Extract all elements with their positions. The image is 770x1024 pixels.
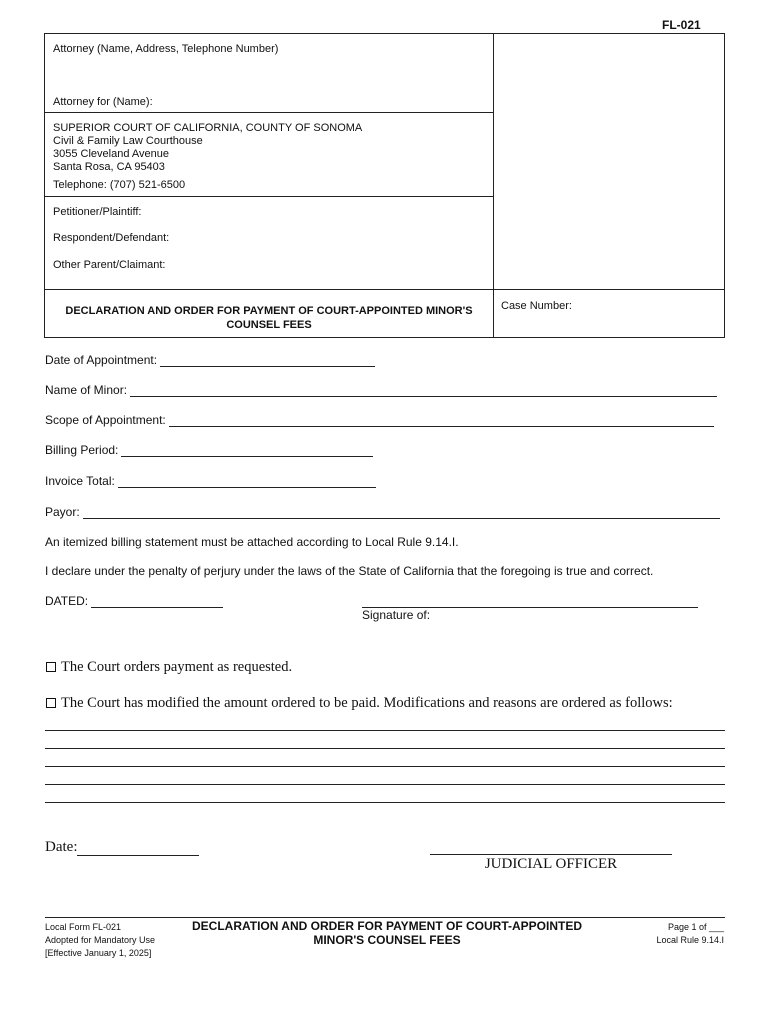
date-of-appointment-line[interactable] [160,354,375,367]
order-date-field[interactable] [45,839,199,856]
name-of-minor-field[interactable] [45,383,717,397]
footer-local-rule: Local Rule 9.14.I [656,935,724,945]
scope-of-appointment-label: Scope of Appointment: [45,413,166,427]
footer-title-line1: DECLARATION AND ORDER FOR PAYMENT OF COURT-APPOINTED [191,919,582,933]
order-date-label: Date: [45,839,78,855]
dated-line[interactable] [91,595,223,608]
court-street: 3055 Cleveland Avenue [53,148,170,160]
form-number: FL-021 [662,18,701,32]
petitioner-label: Petitioner/Plaintiff: [53,206,142,218]
date-of-appointment-label: Date of Appointment: [45,353,158,367]
order-option-1-checkbox[interactable] [46,662,56,672]
order-option-2[interactable] [46,695,673,712]
judicial-signature-line[interactable] [430,854,672,855]
judicial-officer-label: JUDICIAL OFFICER [484,856,618,872]
case-number-label: Case Number: [501,300,572,312]
order-option-1-label: The Court orders payment as requested. [61,659,293,675]
modification-line[interactable] [45,766,725,767]
footer-effective-date: [Effective January 1, 2025] [45,948,152,958]
order-option-2-checkbox[interactable] [46,698,56,708]
name-of-minor-label: Name of Minor: [45,383,128,397]
scope-of-appointment-line[interactable] [169,414,714,427]
modification-line[interactable] [45,784,725,785]
payor-line[interactable] [83,506,720,519]
footer-mandatory: Adopted for Mandatory Use [45,935,156,945]
invoice-total-field[interactable] [45,474,376,488]
date-of-appointment-field[interactable] [45,353,375,367]
court-name: SUPERIOR COURT OF CALIFORNIA, COUNTY OF SONOMA [53,122,363,134]
footer-title-line2: MINOR'S COUNSEL FEES [313,933,461,947]
modification-line[interactable] [45,802,725,803]
footer-title [150,919,624,947]
footer-page-number: Page 1 of ___ [667,922,724,932]
order-option-2-label: The Court has modified the amount ordered to be paid. Modifications and reasons are ordered as follows: [61,695,673,711]
billing-period-line[interactable] [121,444,373,457]
caption-title-line2: COUNSEL FEES [226,319,312,331]
court-building: Civil & Family Law Courthouse [53,135,203,147]
divider [45,112,493,113]
footer-form-id [45,921,155,960]
invoice-total-line[interactable] [118,475,376,488]
court-use-box [493,33,725,338]
attorney-label: Attorney (Name, Address, Telephone Number) [53,43,279,55]
order-option-1[interactable] [46,659,292,676]
court-telephone: Telephone: (707) 521-6500 [53,179,186,191]
scope-of-appointment-field[interactable] [45,413,714,427]
caption-box [44,33,494,338]
footer-divider [45,917,725,918]
billing-period-field[interactable] [45,443,373,457]
dated-label: DATED: [45,594,89,608]
other-parent-label: Other Parent/Claimant: [53,259,166,271]
caption-title-line1: DECLARATION AND ORDER FOR PAYMENT OF COURT-APPOINTED MINOR'S [65,305,473,317]
footer-page-info [600,921,724,947]
divider [494,289,724,290]
name-of-minor-line[interactable] [130,384,717,397]
invoice-total-label: Invoice Total: [45,474,115,488]
billing-period-label: Billing Period: [45,443,119,457]
signature-of-label: Signature of: [362,608,431,622]
perjury-declaration: I declare under the penalty of perjury under the laws of the State of California that the foregoing is true and correct. [45,564,654,578]
payor-label: Payor: [45,505,80,519]
order-date-line[interactable] [77,841,199,856]
attorney-for-label: Attorney for (Name): [53,96,153,108]
modification-line[interactable] [45,730,725,731]
payor-field[interactable] [45,505,720,519]
modification-line[interactable] [45,748,725,749]
itemized-statement: An itemized billing statement must be attached according to Local Rule 9.14.I. [45,535,459,549]
dated-field[interactable] [45,594,223,608]
divider [45,289,493,290]
respondent-label: Respondent/Defendant: [53,232,170,244]
footer-form-number: Local Form FL-021 [45,922,122,932]
divider [45,196,493,197]
court-city: Santa Rosa, CA 95403 [53,161,165,173]
